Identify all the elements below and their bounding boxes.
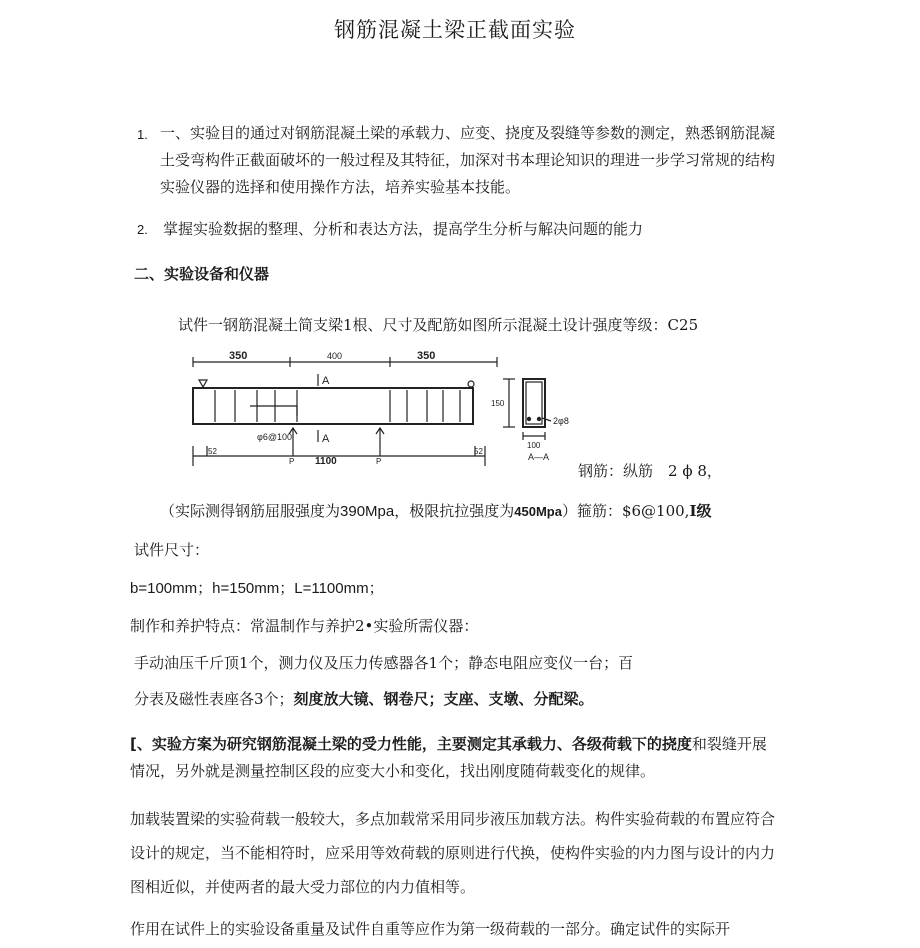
yield-strength: 390Mpa xyxy=(340,503,395,520)
last-line: 作用在试件上的实验设备重量及试件自重等应作为第一级荷载的一部分。确定试件的实际开 xyxy=(130,920,731,938)
objective-paragraph-1: 一、实验目的通过对钢筋混凝土梁的承载力、应变、挠度及裂缝等参数的测定，熟悉钢筋混凝土受弯构件正截面破坏的一般过程及其特征，加深对书本理论知识的理进一步学习常规的结构实验仪器的选择和使用操作方法，培养实验基本技能。 xyxy=(160,124,776,196)
stirrup-note: φ6@100 xyxy=(257,432,292,442)
section-width-label: 100 xyxy=(527,441,541,450)
page-title: 钢筋混凝土梁正截面实验 xyxy=(334,18,576,42)
dim-right-label: 350 xyxy=(417,350,436,362)
right-end-label: 52 xyxy=(474,447,483,456)
load-label-right: P xyxy=(376,457,382,466)
strength-line xyxy=(160,500,711,521)
dim-left-label: 350 xyxy=(229,350,248,362)
section-caption: A—A xyxy=(528,452,550,462)
section-heading-equipment: 二、实验设备和仪器 xyxy=(134,265,270,283)
plan-rest-text: 和裂缝开展情况，另外就是测量控制区段的应变大小和变化，找出刚度随荷载变化的规律。 xyxy=(130,735,767,780)
section-mark-bottom: A xyxy=(322,433,330,445)
plan-paragraph xyxy=(130,731,778,785)
dim-mid-label: 400 xyxy=(327,351,343,361)
rebar-symbol: ϕ xyxy=(682,462,693,480)
rebar-label: 钢筋：纵筋 2 xyxy=(578,462,678,480)
beam-drawing xyxy=(185,344,585,474)
ultimate-strength: 450Mpa xyxy=(514,504,562,519)
total-length-label: 1100 xyxy=(315,456,337,467)
instruments-line-1: 手动油压千斤顶1个，测力仪及压力传感器各1个；静态电阻应变仪一台；百 xyxy=(134,654,634,672)
strength-prefix: （实际测得钢筋屈服强度为 xyxy=(160,502,341,520)
section-height-label: 150 xyxy=(491,399,505,408)
specimen-description: 试件一钢筋混凝土简支梁1根、尺寸及配筋如图所示混凝土设计强度等级：C25 xyxy=(178,316,699,334)
instruments-line-2 xyxy=(134,688,594,709)
strength-suffix: ）箍筋：$6@100, xyxy=(561,502,690,520)
left-end-label: 52 xyxy=(208,447,217,456)
dims-heading: 试件尺寸： xyxy=(134,541,210,559)
rebar-note xyxy=(578,460,722,481)
objective-paragraph-2: 掌握实验数据的整理、分析和表达方法，提高学生分析与解决问题的能力 xyxy=(163,220,644,238)
rebar-value: 8， xyxy=(697,462,722,480)
section-bars-label: 2φ8 xyxy=(553,416,569,426)
load-label-left: P xyxy=(289,457,295,466)
dims-values: b=100mm；h=150mm；L=1100mm； xyxy=(130,580,384,597)
list-number-2: 2. xyxy=(137,222,148,237)
strength-mid: ，极限抗拉强度为 xyxy=(394,502,515,520)
instruments-part-a: 分表及磁性表座各3个； xyxy=(134,690,294,708)
section-mark-top: A xyxy=(322,375,330,387)
loading-paragraph: 加载装置梁的实验荷载一般较大，多点加载常采用同步液压加载方法。构件实验荷载的布置应符合设计的规定，当不能相符时，应采用等效荷载的原则进行代换，使构件实验的内力图与设计的内力图相近似，并使两者的最大受力部位的内力值相等。 xyxy=(130,810,776,896)
stirrup-grade: I级 xyxy=(689,502,712,520)
instruments-part-b: 刻度放大镜、钢卷尺；支座、支墩、分配梁。 xyxy=(293,690,594,708)
plan-bold-text: [、实验方案为研究钢筋混凝土梁的受力性能，主要测定其承载力、各级荷载下的挠度 xyxy=(130,735,692,753)
list-number-1: 1. xyxy=(137,127,148,142)
curing-line: 制作和养护特点：常温制作与养护2•实验所需仪器： xyxy=(130,617,479,635)
